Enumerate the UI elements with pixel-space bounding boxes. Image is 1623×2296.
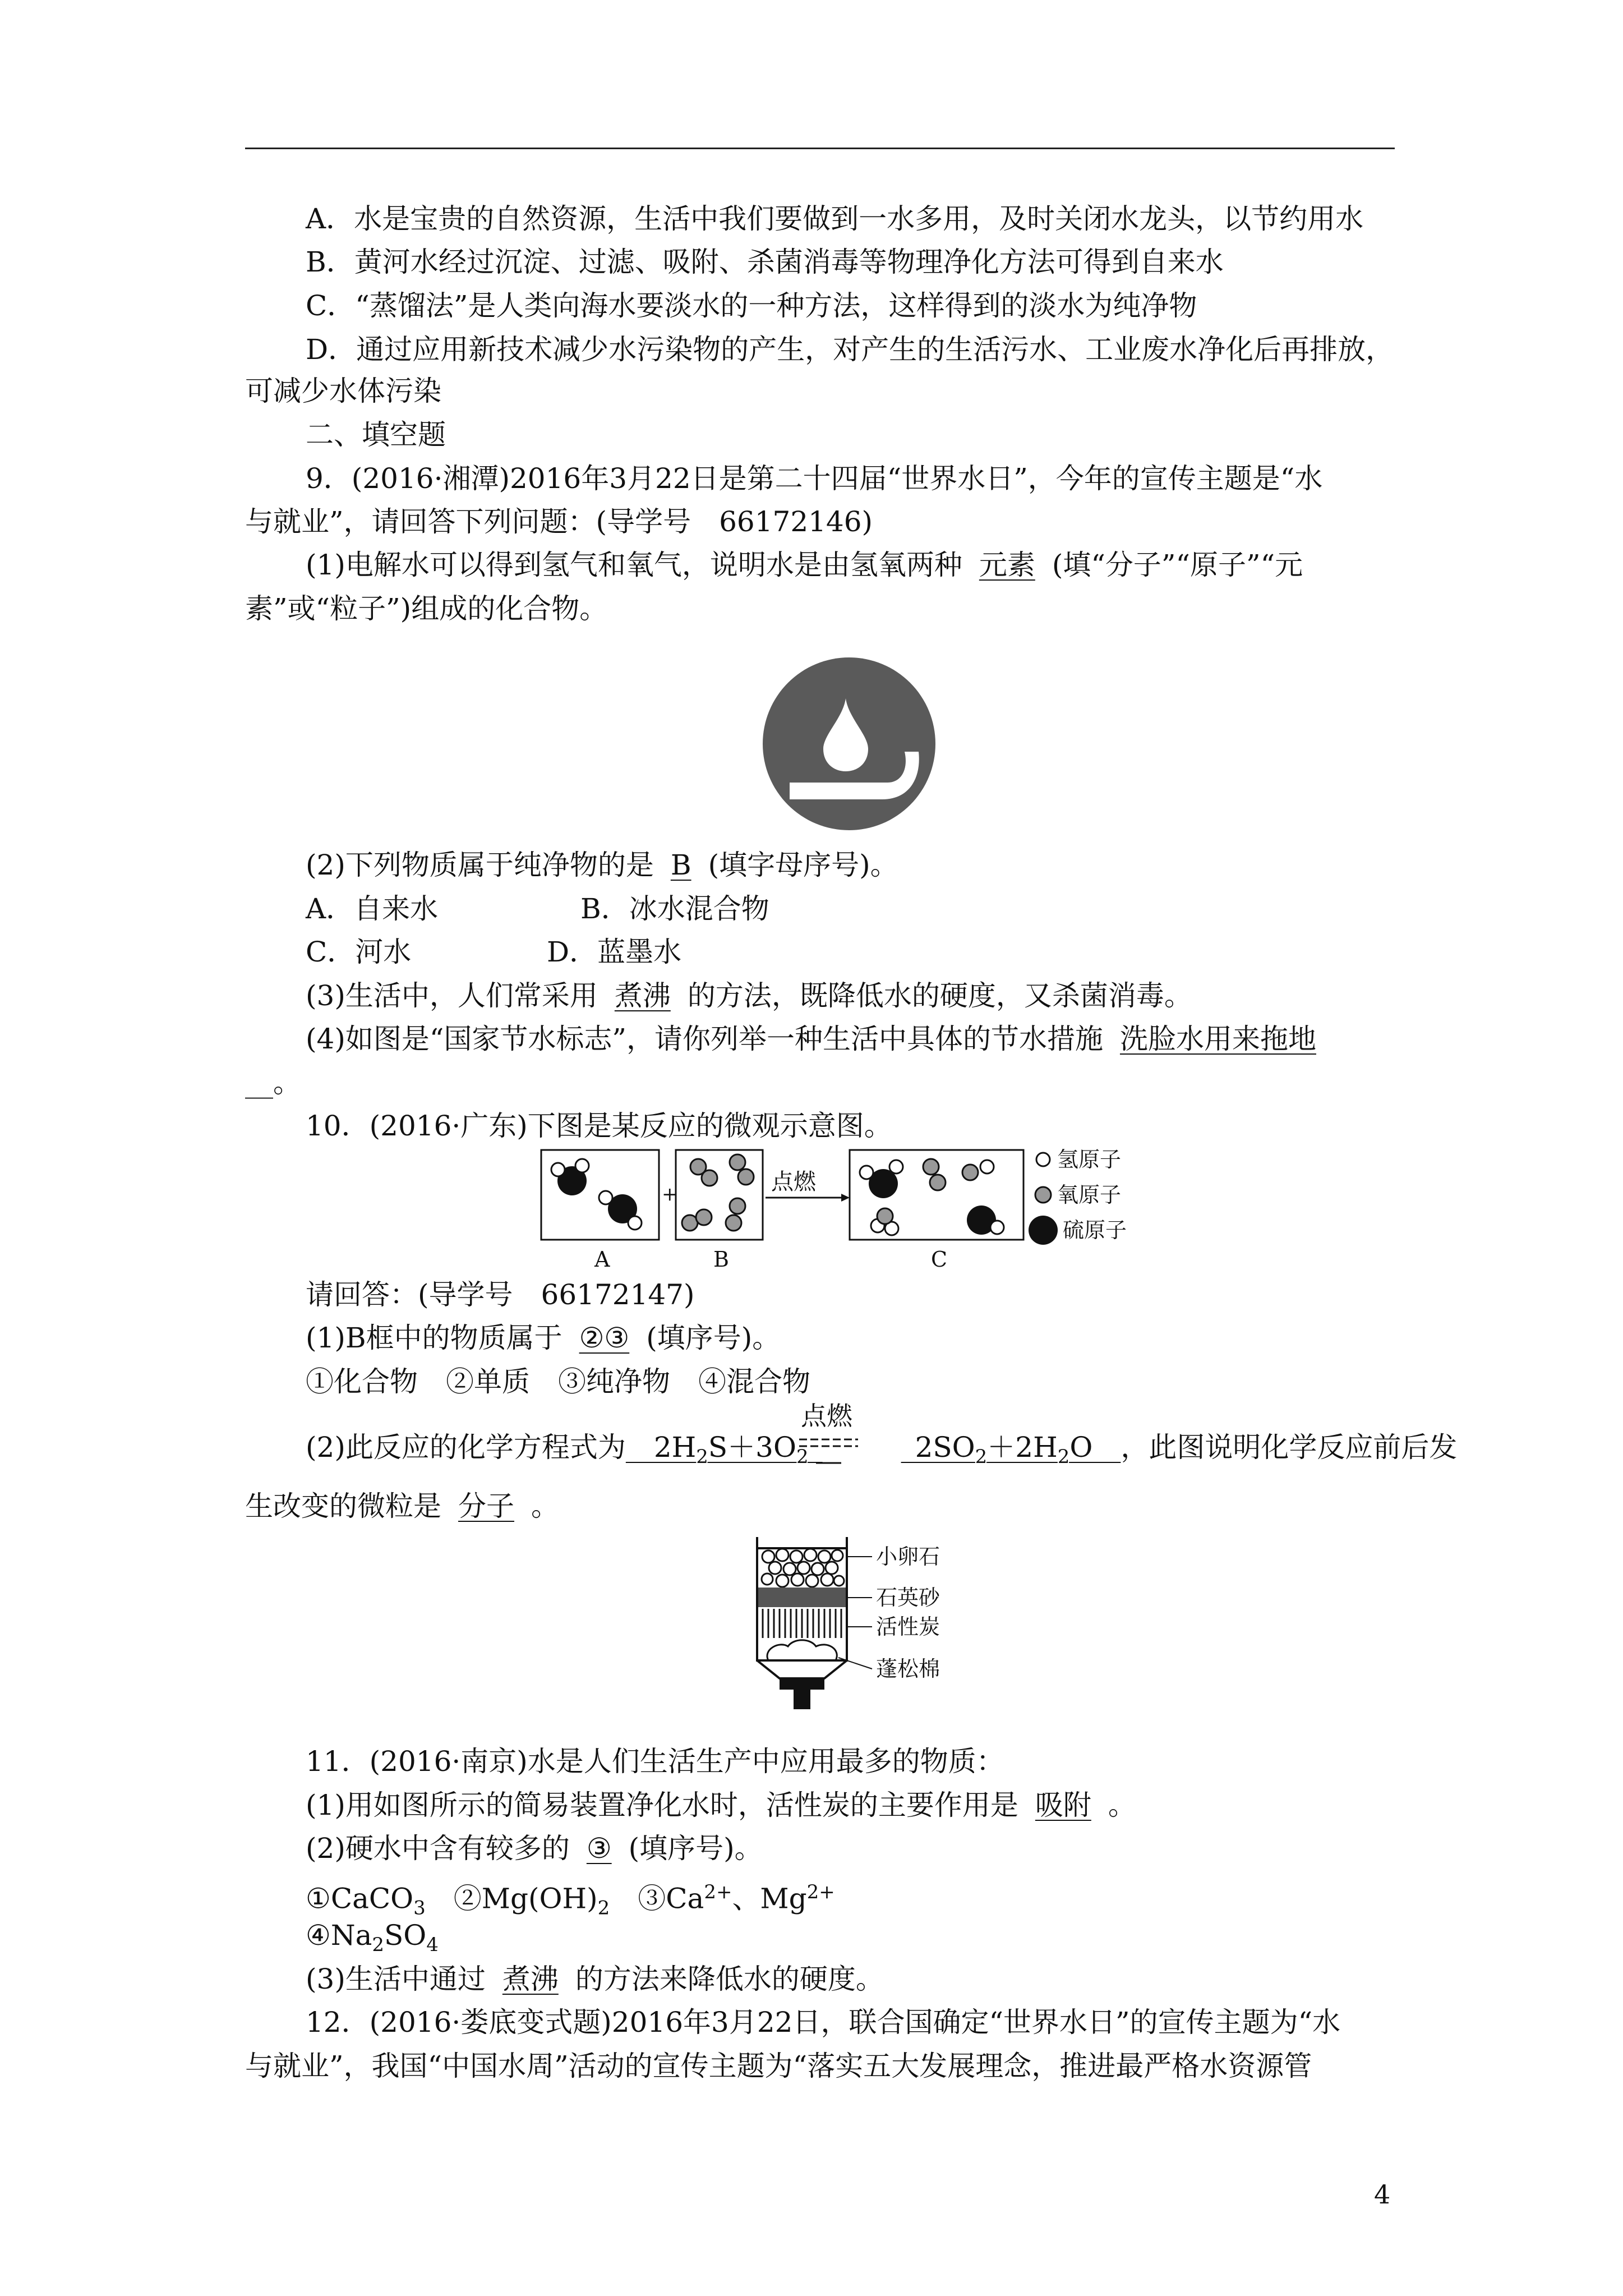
- q10-part2: [306, 1430, 1457, 1474]
- q9-part4: [306, 1022, 1333, 1056]
- q11-part1-text2: 。: [1108, 1789, 1136, 1821]
- filter-label-sand: 石英砂: [876, 1585, 940, 1610]
- q8-option-b: B．黄河水经过沉淀、过滤、吸附、杀菌消毒等物理净化方法可得到自来水: [306, 246, 1224, 278]
- q11-part1-answer: 吸附: [1035, 1789, 1091, 1821]
- q9-part2-option-b: B．冰水混合物: [580, 892, 769, 925]
- legend-hydrogen: 氢原子: [1057, 1147, 1122, 1172]
- q8-option-d-cont: 可减少水体污染: [245, 375, 441, 407]
- q9-part1-text2: (填“分子”“原子”“元: [1052, 549, 1303, 581]
- water-saving-logo: [762, 656, 937, 831]
- q11-part2-text: (2)硬水中含有较多的: [306, 1832, 570, 1865]
- q8-option-a: A．水是宝贵的自然资源，生活中我们要做到一水多用，及时关闭水龙头，以节约用水: [306, 203, 1364, 235]
- filter-label-pebbles: 小卵石: [876, 1544, 940, 1569]
- q10-stem: 10．(2016·广东)下图是某反应的微观示意图。: [306, 1110, 892, 1142]
- equation-condition: 点燃: [801, 1401, 852, 1431]
- q9-part1: [306, 548, 1303, 582]
- filter-label-carbon: 活性炭: [876, 1614, 940, 1639]
- q11-part3-text: (3)生活中通过: [306, 1963, 486, 1995]
- q9-part3-text: (3)生活中，人们常采用: [306, 979, 598, 1012]
- q10-part2-answer: 分子: [458, 1490, 514, 1522]
- q12-stem-cont: 与就业”，我国“中国水周”活动的宣传主题为“落实五大发展理念，推进最严格水资源管: [245, 2050, 1312, 2082]
- q11-part2-answer: ③: [586, 1832, 612, 1865]
- q10-part2-text: (2)此反应的化学方程式为: [306, 1431, 626, 1464]
- q11-part2-option-4: $④Na_2SO_4$: [306, 1919, 439, 1956]
- q9-part2-option-a: A．自来水: [306, 892, 439, 925]
- q11-stem: 11．(2016·南京)水是人们生活生产中应用最多的物质：: [306, 1745, 1004, 1778]
- q10-equation-answer: $2H_2S+3O_2$ $2SO_2+2H_2O$: [625, 1431, 1121, 1468]
- page-number: 4: [1374, 2179, 1391, 2210]
- q11-part3-answer: 煮沸: [502, 1963, 559, 1995]
- q9-part2: [306, 848, 898, 882]
- q12-stem: 12．(2016·娄底变式题)2016年3月22日，联合国确定“世界水日”的宣传主题为“水: [306, 2006, 1341, 2039]
- q9-part4-cont: __。: [245, 1066, 301, 1099]
- q9-part3: [306, 979, 1192, 1013]
- q9-part2-option-c: C．河水: [306, 936, 412, 968]
- q11-part2: [306, 1832, 763, 1865]
- q9-part4-answer: 洗脸水用来拖地: [1119, 1023, 1316, 1055]
- q10-reply: 请回答：(导学号 66172147): [306, 1278, 695, 1311]
- svg-text:+: +: [662, 1183, 678, 1205]
- q11-part3-text2: 的方法来降低水的硬度。: [575, 1963, 884, 1995]
- q11-part2-options: ①CaCO$_3$ $②Mg(OH)_2$ $③Ca^{2+}$、$Mg^{2+}$: [306, 1881, 835, 1920]
- q10-part2-text2: ，此图说明化学反应前后发: [1121, 1431, 1458, 1464]
- q9-part2-text: (2)下列物质属于纯净物的是: [306, 849, 654, 881]
- filter-label-cotton: 蓬松棉: [876, 1657, 940, 1681]
- q9-part3-text2: 的方法，既降低水的硬度，又杀菌消毒。: [687, 979, 1192, 1012]
- q10-part1: [306, 1321, 780, 1355]
- q11-part2-text2: (填序号)。: [628, 1832, 763, 1865]
- box-label-b: B: [713, 1247, 729, 1272]
- q10-part1-text2: (填序号)。: [646, 1322, 781, 1354]
- legend-sulfur: 硫原子: [1063, 1218, 1127, 1243]
- section-heading: 二、填空题: [306, 418, 446, 451]
- q9-part2-option-d: D．蓝墨水: [547, 936, 682, 968]
- q10-part2-text3: 生改变的微粒是: [245, 1490, 441, 1522]
- q9-part2-answer: B: [670, 849, 691, 881]
- q9-stem: 9．(2016·湘潭)2016年3月22日是第二十四届“世界水日”，今年的宣传主题是“水: [306, 462, 1323, 495]
- q11-part1-text: (1)用如图所示的简易装置净化水时，活性炭的主要作用是: [306, 1789, 1018, 1821]
- box-label-c: C: [931, 1247, 948, 1272]
- legend-oxygen: 氧原子: [1057, 1182, 1122, 1207]
- q10-part2-text4: 。: [531, 1490, 559, 1522]
- q10-part2-cont: [245, 1489, 559, 1523]
- q9-part1-answer: 元素: [979, 549, 1035, 581]
- q9-part3-answer: 煮沸: [614, 979, 671, 1012]
- q9-part2-text2: (填字母序号)。: [708, 849, 898, 881]
- q10-part1-options: ①化合物 ②单质 ③纯净物 ④混合物: [306, 1365, 810, 1398]
- reaction-diagram: [538, 1144, 1172, 1279]
- q9-part1-text: (1)电解水可以得到氢气和氧气，说明水是由氢氧两种: [306, 549, 962, 581]
- q9-stem-cont: 与就业”，请回答下列问题：(导学号 66172146): [245, 505, 873, 538]
- q9-part4-text: (4)如图是“国家节水标志”，请你列举一种生活中具体的节水措施: [306, 1023, 1103, 1055]
- water-filter-diagram: [746, 1531, 981, 1733]
- q8-option-c: C．“蒸馏法”是人类向海水要淡水的一种方法，这样得到的淡水为纯净物: [306, 289, 1197, 322]
- box-label-a: A: [594, 1247, 610, 1272]
- header-rule: [245, 148, 1395, 149]
- q10-part1-text: (1)B框中的物质属于: [306, 1322, 562, 1354]
- q9-part1-cont: 素”或“粒子”)组成的化合物。: [245, 592, 608, 625]
- q11-part1: [306, 1788, 1136, 1822]
- q11-part3: [306, 1962, 884, 1996]
- q8-option-d: D．通过应用新技术减少水污染物的产生，对产生的生活污水、工业废水净化后再排放，: [306, 333, 1394, 366]
- q10-part1-answer: ②③: [579, 1322, 630, 1354]
- equation-double-line: [799, 1434, 861, 1467]
- reaction-arrow-label: 点燃: [771, 1169, 816, 1195]
